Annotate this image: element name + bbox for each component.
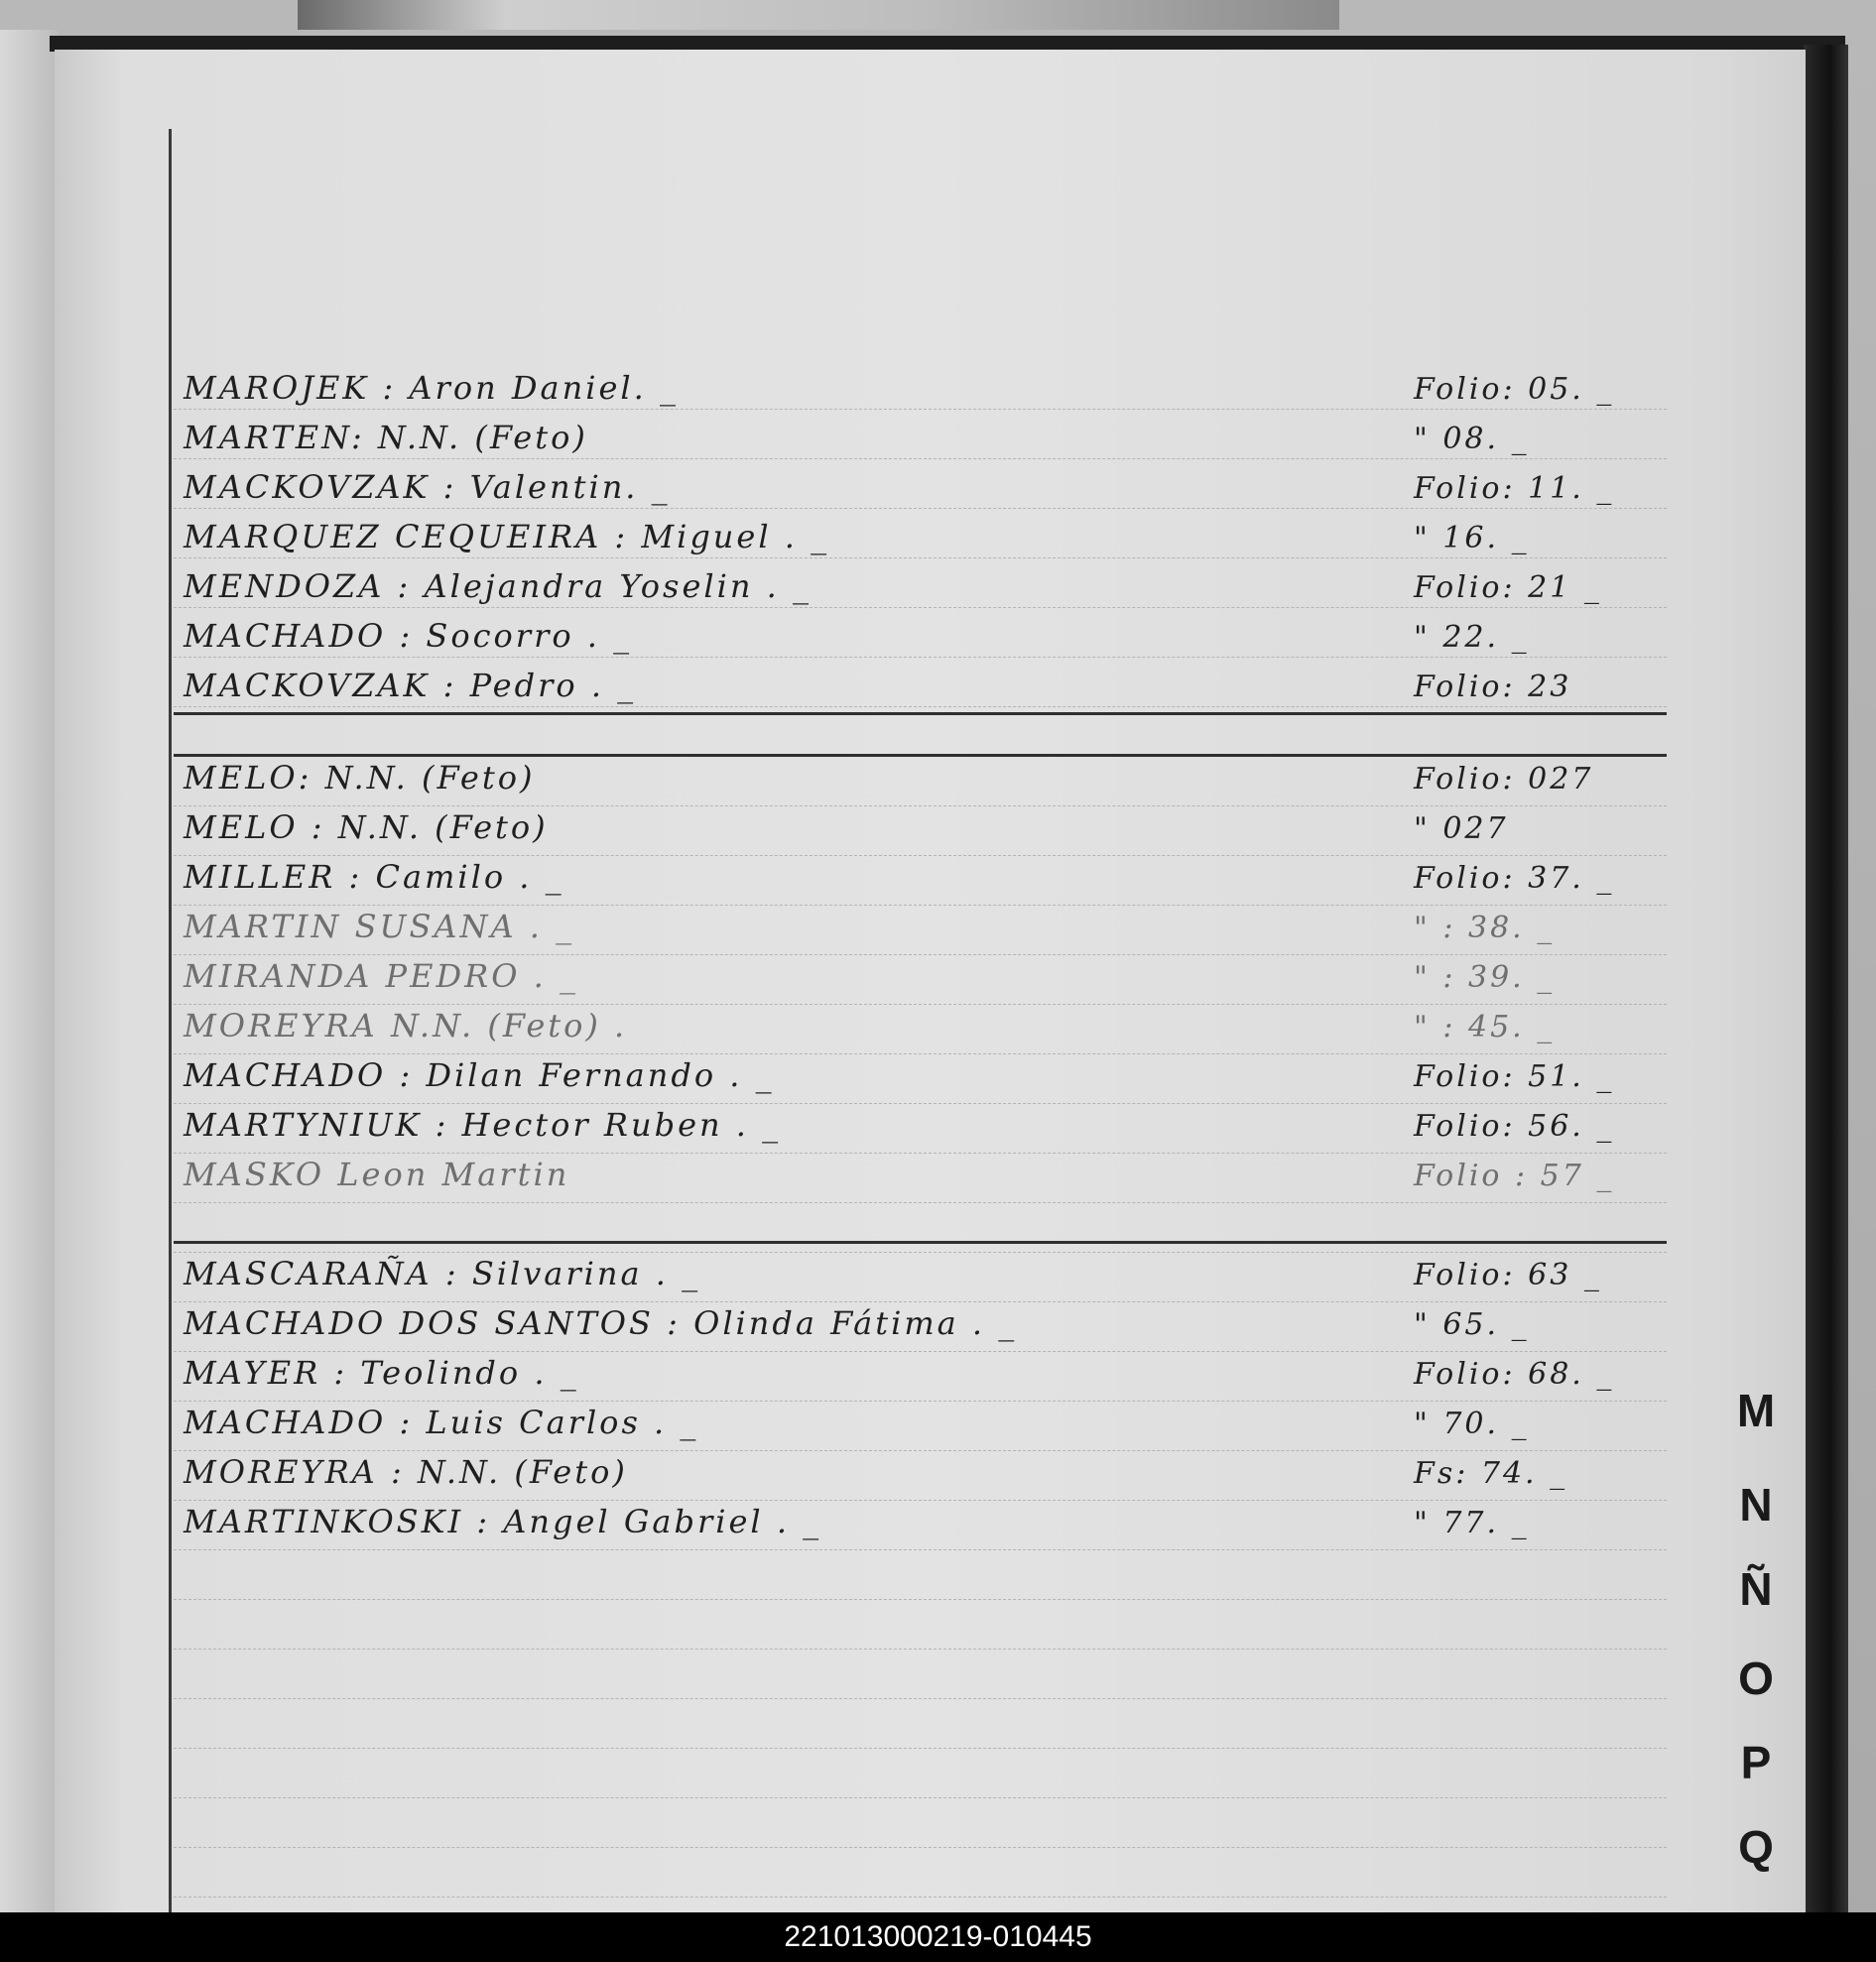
entry-name: MILLER : Camilo . _ [184, 858, 564, 896]
ruled-line [174, 954, 1667, 955]
register-entry [174, 908, 1672, 947]
register-entry [174, 808, 1672, 848]
book-cover-edge [1804, 45, 1848, 1914]
entry-folio: Fs: 74. _ [1414, 1456, 1568, 1491]
ruled-line [174, 458, 1667, 459]
ruled-line [174, 1649, 1667, 1650]
ruled-line [174, 905, 1667, 906]
entry-name: MELO: N.N. (Feto) [184, 759, 536, 797]
entry-name: MIRANDA PEDRO . _ [184, 957, 578, 995]
entry-name: MARTEN: N.N. (Feto) [184, 419, 588, 456]
register-entry [174, 369, 1672, 409]
entry-name: MACHADO : Dilan Fernando . _ [184, 1056, 775, 1094]
section-divider [174, 1241, 1667, 1244]
register-entry [174, 1404, 1672, 1443]
entry-folio: Folio: 11. _ [1414, 471, 1615, 506]
ruled-line [174, 607, 1667, 608]
register-entry [174, 1453, 1672, 1493]
register-entry [174, 858, 1672, 898]
entry-folio: Folio: 56. _ [1414, 1109, 1615, 1144]
entry-name: MACKOVZAK : Pedro . _ [184, 667, 637, 704]
previous-page-edge [298, 0, 1339, 30]
entry-folio: Folio: 027 [1414, 762, 1594, 797]
entry-name: MARTYNIUK : Hector Ruben . _ [184, 1106, 782, 1144]
entry-folio: Folio: 05. _ [1414, 372, 1615, 407]
ruled-line [174, 805, 1667, 806]
ruled-line [174, 1748, 1667, 1749]
ruled-line [174, 1500, 1667, 1501]
entry-folio: Folio: 37. _ [1414, 861, 1615, 896]
ruled-line [174, 1103, 1667, 1104]
ruled-line [174, 1599, 1667, 1600]
entry-folio: Folio: 68. _ [1414, 1357, 1615, 1392]
index-tab[interactable]: N [1739, 1479, 1773, 1531]
entry-name: MENDOZA : Alejandra Yoselin . _ [184, 567, 812, 605]
entry-folio: " 77. _ [1414, 1506, 1530, 1540]
ruled-line [174, 657, 1667, 658]
register-entry [174, 667, 1672, 706]
register-entry [174, 1304, 1672, 1344]
ruled-line [174, 855, 1667, 856]
entry-name: MOREYRA : N.N. (Feto) [184, 1453, 628, 1491]
entry-folio: Folio : 57 _ [1414, 1159, 1615, 1193]
index-tab[interactable]: Q [1738, 1821, 1774, 1873]
register-entry [174, 419, 1672, 458]
entry-name: MAYER : Teolindo . _ [184, 1354, 579, 1392]
ruled-line [174, 1351, 1667, 1352]
ruled-line [174, 1401, 1667, 1402]
entry-name: MACHADO : Socorro . _ [184, 617, 633, 655]
register-entry [174, 1255, 1672, 1294]
register-entry [174, 617, 1672, 657]
entry-folio: " : 38. _ [1414, 911, 1556, 945]
ruled-line [174, 1004, 1667, 1005]
entry-name: MASKO Leon Martin [184, 1156, 570, 1193]
register-entry [174, 1056, 1672, 1096]
register-entry [174, 567, 1672, 607]
margin-line [169, 129, 172, 1914]
ruled-line [174, 1797, 1667, 1798]
index-tab[interactable]: Ñ [1739, 1563, 1773, 1615]
facing-page-edge [0, 30, 58, 1914]
entry-name: MAROJEK : Aron Daniel. _ [184, 369, 679, 407]
register-entry [174, 1503, 1672, 1542]
ruled-line [174, 1202, 1667, 1203]
register-entry [174, 759, 1672, 798]
register-entry [174, 957, 1672, 997]
ruled-line [174, 1450, 1667, 1451]
index-tab[interactable]: O [1738, 1653, 1774, 1704]
entry-folio: Folio: 63 _ [1414, 1258, 1602, 1292]
ruled-line [174, 1897, 1667, 1898]
ruled-line [174, 409, 1667, 410]
ruled-line [174, 1153, 1667, 1154]
entry-folio: " 22. _ [1414, 620, 1530, 655]
entry-name: MASCARAÑA : Silvarina . _ [184, 1255, 701, 1292]
ruled-line [174, 1549, 1667, 1550]
index-tab[interactable]: P [1740, 1737, 1772, 1788]
register-entry [174, 518, 1672, 557]
entry-folio: " 70. _ [1414, 1407, 1530, 1441]
entry-name: MOREYRA N.N. (Feto) . [184, 1007, 628, 1044]
ruled-line [174, 508, 1667, 509]
entry-name: MARTIN SUSANA . _ [184, 908, 575, 945]
register-entry [174, 1106, 1672, 1146]
ruled-line [174, 1053, 1667, 1054]
entry-name: MARTINKOSKI : Angel Gabriel . _ [184, 1503, 822, 1540]
section-divider [174, 754, 1667, 757]
entry-folio: " 16. _ [1414, 521, 1530, 555]
ruled-line [174, 1698, 1667, 1699]
entry-folio: " : 39. _ [1414, 960, 1556, 995]
section-divider [174, 712, 1667, 715]
ruled-line [174, 706, 1667, 707]
entry-folio: " 65. _ [1414, 1307, 1530, 1342]
register-entry [174, 468, 1672, 508]
ruled-line [174, 1252, 1667, 1253]
entry-folio: Folio: 51. _ [1414, 1059, 1615, 1094]
index-tab[interactable]: M [1736, 1385, 1776, 1436]
entry-folio: Folio: 21 _ [1414, 570, 1602, 605]
entry-name: MACHADO : Luis Carlos . _ [184, 1404, 699, 1441]
entry-folio: " 08. _ [1414, 422, 1530, 456]
entry-folio: " 027 [1414, 811, 1509, 846]
ruled-line [174, 557, 1667, 558]
entry-name: MACKOVZAK : Valentin. _ [184, 468, 671, 506]
entry-name: MACHADO DOS SANTOS : Olinda Fátima . _ [184, 1304, 1018, 1342]
entry-folio: " : 45. _ [1414, 1010, 1556, 1044]
ruled-line [174, 1301, 1667, 1302]
register-entry [174, 1354, 1672, 1394]
entry-folio: Folio: 23 [1414, 670, 1572, 704]
entry-name: MELO : N.N. (Feto) [184, 808, 549, 846]
register-entry [174, 1156, 1672, 1195]
ruled-line [174, 1847, 1667, 1848]
register-entry [174, 1007, 1672, 1046]
entry-name: MARQUEZ CEQUEIRA : Miguel . _ [184, 518, 830, 555]
scan-id-footer: 221013000219-010445 [0, 1912, 1876, 1962]
